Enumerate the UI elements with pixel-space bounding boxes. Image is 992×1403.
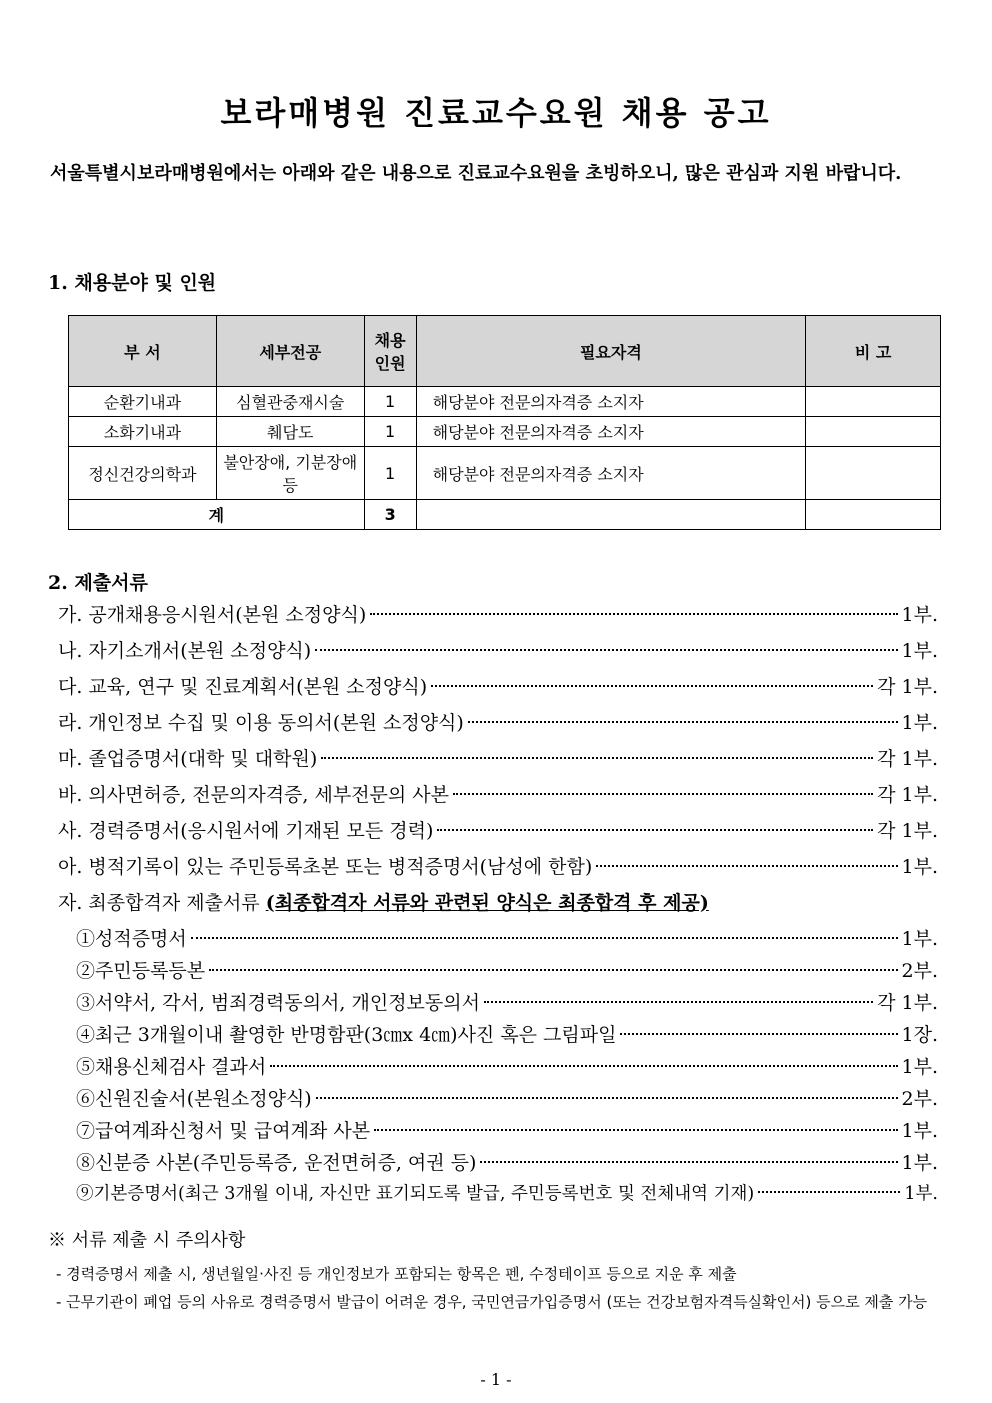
table-header-row bbox=[69, 316, 941, 387]
note-item: - 경력증명서 제출 시, 생년월일·사진 등 개인정보가 포함되는 항목은 펜, 수정테이프 등으로 지운 후 제출 bbox=[56, 1265, 737, 1283]
list-item: ⑦급여계좌신청서 및 급여계좌 사본 1부. bbox=[76, 1120, 938, 1142]
total-label: 계 bbox=[69, 500, 365, 530]
table-row bbox=[69, 417, 941, 447]
list-item: ⑥신원진술서(본원소정양식) 2부. bbox=[76, 1088, 938, 1110]
notes-section bbox=[48, 1226, 948, 1316]
cell-specialty: 불안장애, 기분장애 등 bbox=[216, 447, 364, 500]
list-item: 아. 병적기록이 있는 주민등록초본 또는 병적증명서(남성에 한함) 1부. bbox=[58, 856, 938, 878]
table-total-row bbox=[69, 500, 941, 530]
table-row bbox=[69, 387, 941, 417]
recruitment-table bbox=[68, 315, 941, 530]
table-row bbox=[69, 447, 941, 500]
cell-count: 1 bbox=[364, 387, 416, 417]
list-item: 마. 졸업증명서(대학 및 대학원) 각 1부. bbox=[58, 748, 938, 770]
header-remarks: 비 고 bbox=[806, 316, 941, 387]
document-list bbox=[58, 600, 938, 1212]
cell-count: 1 bbox=[364, 417, 416, 447]
cell-qualification: 해당분야 전문의자격증 소지자 bbox=[416, 447, 806, 500]
cell-dept: 순환기내과 bbox=[69, 387, 217, 417]
cell-qualification: 해당분야 전문의자격증 소지자 bbox=[416, 387, 806, 417]
cell-remarks bbox=[806, 447, 941, 500]
intro-paragraph: 서울특별시보라매병원에서는 아래와 같은 내용으로 진료교수요원을 초빙하오니, 많은 관심과 지원 바랍니다. bbox=[50, 163, 902, 184]
final-docs-heading: 자. 최종합격자 제출서류 (최종합격자 서류와 관련된 양식은 최종합격 후 제공) bbox=[58, 888, 938, 924]
total-value: 3 bbox=[364, 500, 416, 530]
list-item: ①성적증명서 1부. bbox=[76, 928, 938, 950]
section1-heading: 1. 채용분야 및 인원 bbox=[48, 272, 217, 294]
page-number: - 1 - bbox=[480, 1370, 512, 1389]
header-count: 채용 인원 bbox=[364, 316, 416, 387]
list-item: 사. 경력증명서(응시원서에 기재된 모든 경력) 각 1부. bbox=[58, 820, 938, 842]
list-item: 라. 개인정보 수집 및 이용 동의서(본원 소정양식) 1부. bbox=[58, 712, 938, 734]
final-docs-note: (최종합격자 서류와 관련된 양식은 최종합격 후 제공) bbox=[265, 892, 709, 914]
header-specialty: 세부전공 bbox=[216, 316, 364, 387]
list-item: 다. 교육, 연구 및 진료계획서(본원 소정양식) 각 1부. bbox=[58, 676, 938, 698]
list-item: 나. 자기소개서(본원 소정양식) 1부. bbox=[58, 640, 938, 662]
cell-qualification: 해당분야 전문의자격증 소지자 bbox=[416, 417, 806, 447]
list-item: ⑤채용신체검사 결과서 1부. bbox=[76, 1056, 938, 1078]
header-qualification: 필요자격 bbox=[416, 316, 806, 387]
list-item: ④최근 3개월이내 촬영한 반명함판(3㎝x 4㎝)사진 혹은 그림파일 1장. bbox=[76, 1024, 938, 1046]
list-item: ⑨기본증명서(최근 3개월 이내, 자신만 표기되도록 발급, 주민등록번호 및 전체내역 기재) 1부. bbox=[76, 1184, 938, 1204]
cell-specialty: 심혈관중재시술 bbox=[216, 387, 364, 417]
notes-title: ※ 서류 제출 시 주의사항 bbox=[48, 1230, 246, 1251]
list-item: 가. 공개채용응시원서(본원 소정양식) 1부. bbox=[58, 604, 938, 626]
list-item: 바. 의사면허증, 전문의자격증, 세부전문의 사본 각 1부. bbox=[58, 784, 938, 806]
cell-specialty: 췌담도 bbox=[216, 417, 364, 447]
cell-count: 1 bbox=[364, 447, 416, 500]
header-dept: 부 서 bbox=[69, 316, 217, 387]
list-item: ②주민등록등본 2부. bbox=[76, 960, 938, 982]
section2-heading: 2. 제출서류 bbox=[48, 572, 148, 594]
total-empty bbox=[416, 500, 806, 530]
list-item: ⑧신분증 사본(주민등록증, 운전면허증, 여권 등) 1부. bbox=[76, 1152, 938, 1174]
cell-dept: 정신건강의학과 bbox=[69, 447, 217, 500]
page-title: 보라매병원 진료교수요원 채용 공고 bbox=[220, 94, 772, 132]
total-empty bbox=[806, 500, 941, 530]
cell-remarks bbox=[806, 417, 941, 447]
note-item: - 근무기관이 폐업 등의 사유로 경력증명서 발급이 어려운 경우, 국민연금가입증명서 (또는 건강보험자격득실확인서) 등으로 제출 가능 bbox=[56, 1293, 928, 1311]
cell-remarks bbox=[806, 387, 941, 417]
cell-dept: 소화기내과 bbox=[69, 417, 217, 447]
list-item: ③서약서, 각서, 범죄경력동의서, 개인정보동의서 각 1부. bbox=[76, 992, 938, 1014]
